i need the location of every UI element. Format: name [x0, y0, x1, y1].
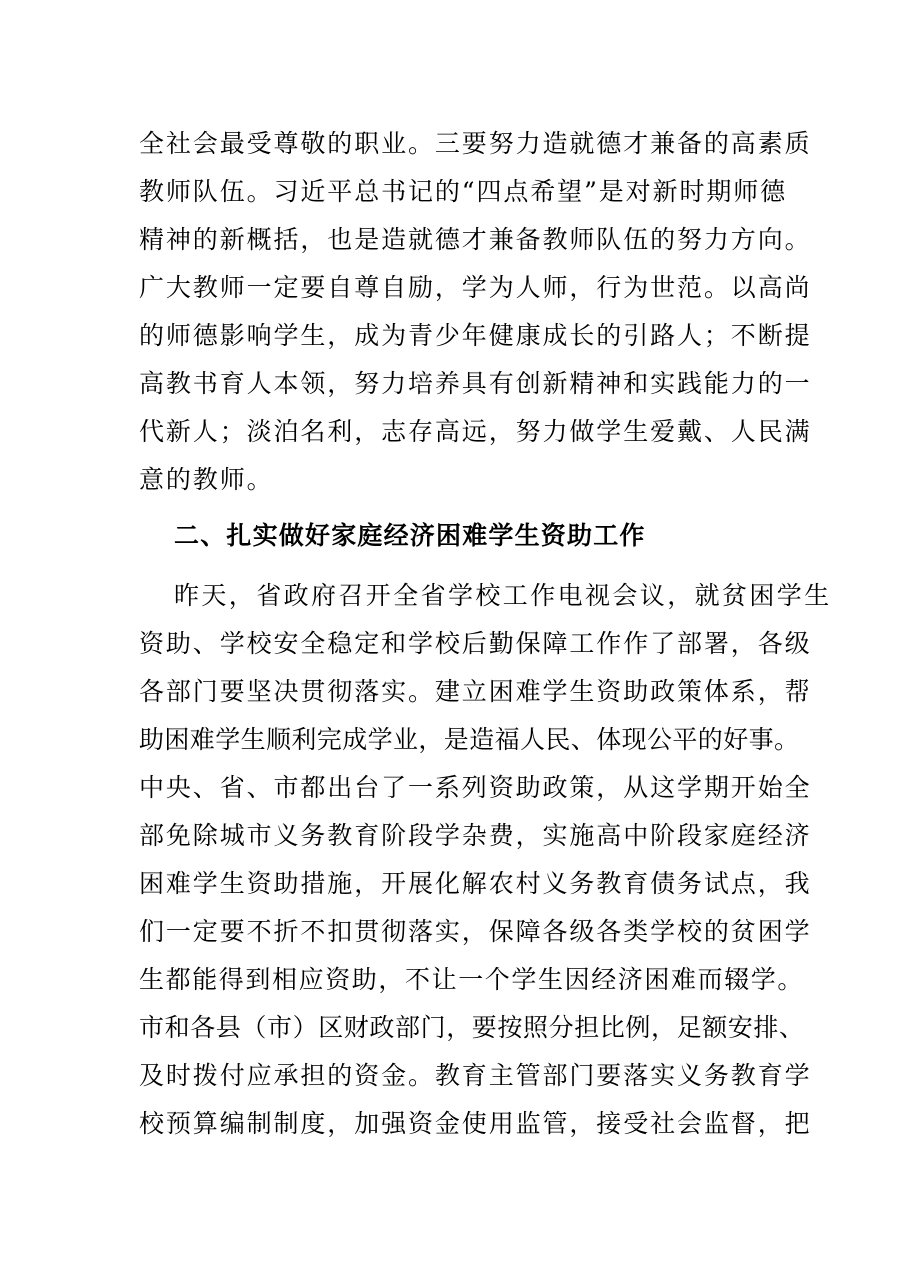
section-heading: 二、扎实做好家庭经济困难学生资助工作 [174, 521, 646, 550]
paragraph-line: 资助、学校安全稳定和学校后勤保障工作作了部署，各级 [139, 629, 812, 658]
paragraph-line: 各部门要坚决贯彻落实。建立困难学生资助政策体系，帮 [139, 677, 812, 706]
paragraph-line: 的师德影响学生，成为青少年健康成长的引路人；不断提 [139, 321, 812, 350]
paragraph-line: 高教书育人本领，努力培养具有创新精神和实践能力的一 [139, 369, 812, 398]
paragraph-line: 代新人；淡泊名利，志存高远，努力做学生爱戴、人民满 [139, 417, 812, 446]
paragraph-line: 部免除城市义务教育阶段学杂费，实施高中阶段家庭经济 [139, 821, 812, 850]
paragraph-line: 困难学生资助措施，开展化解农村义务教育债务试点，我 [139, 869, 812, 898]
paragraph-line: 全社会最受尊敬的职业。三要努力造就德才兼备的高素质 [139, 129, 812, 158]
paragraph-line: 昨天，省政府召开全省学校工作电视会议，就贫困学生 [174, 581, 832, 610]
paragraph-line: 意的教师。 [139, 465, 274, 494]
paragraph-line: 及时拨付应承担的资金。教育主管部门要落实义务教育学 [139, 1061, 812, 1090]
paragraph-line: 助困难学生顺利完成学业，是造福人民、体现公平的好事。 [139, 725, 800, 754]
paragraph-line: 生都能得到相应资助，不让一个学生因经济困难而辍学。 [139, 965, 805, 994]
paragraph-line: 教师队伍。习近平总书记的“四点希望”是对新时期师德 [139, 177, 788, 206]
paragraph-line: 们一定要不折不扣贯彻落实，保障各级各类学校的贫困学 [139, 917, 812, 946]
paragraph-line: 广大教师一定要自尊自励，学为人师，行为世范。以高尚 [139, 273, 812, 302]
paragraph-line: 市和各县（市）区财政部门，要按照分担比例，足额安排、 [139, 1013, 805, 1042]
paragraph-line: 精神的新概括，也是造就德才兼备教师队伍的努力方向。 [139, 225, 812, 254]
paragraph-line: 校预算编制制度，加强资金使用监管，接受社会监督，把 [139, 1109, 812, 1138]
paragraph-line: 中央、省、市都出台了一系列资助政策，从这学期开始全 [139, 773, 812, 802]
